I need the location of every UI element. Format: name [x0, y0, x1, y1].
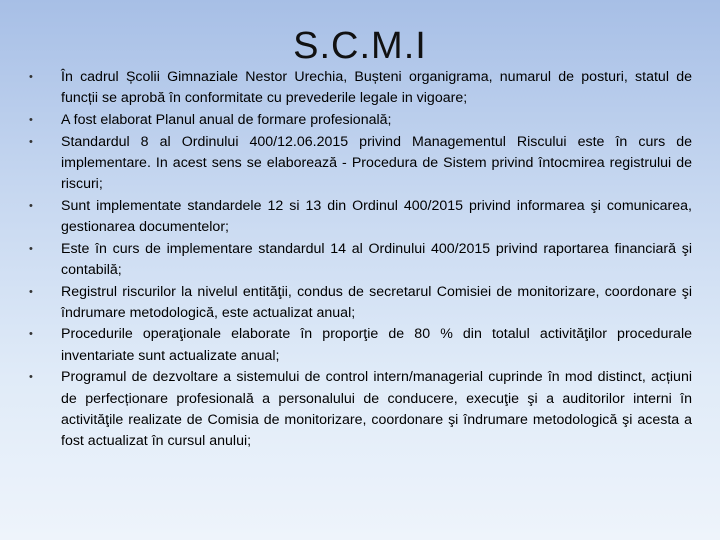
bullet-text: A fost elaborat Planul anual de formare profesională; [61, 111, 392, 128]
bullet-icon: • [29, 199, 33, 212]
list-item [20, 110, 692, 131]
bullet-icon: • [29, 371, 33, 384]
bullet-list [20, 67, 692, 453]
bullet-icon: • [29, 328, 33, 341]
bullet-icon: • [29, 113, 33, 126]
bullet-icon: • [29, 242, 33, 255]
list-item [20, 282, 692, 324]
list-item [20, 239, 692, 281]
list-item [20, 196, 692, 238]
bullet-icon: • [29, 135, 33, 148]
list-item [20, 324, 692, 366]
list-item [20, 67, 692, 109]
bullet-text: Registrul riscurilor la nivelul entităţii, condus de secretarul Comisiei de monitorizare, coordonare şi îndrumare metodologică, este actualizat anual; [61, 283, 692, 321]
bullet-icon: • [29, 285, 33, 298]
bullet-text: Procedurile operaţionale elaborate în proporţie de 80 % din totalul activităţilor procedurale inventariate sunt actualizate anual; [61, 326, 692, 364]
bullet-text: Este în curs de implementare standardul 14 al Ordinului 400/2015 privind raportarea financiară şi contabilă; [61, 240, 692, 278]
bullet-icon: • [29, 71, 33, 83]
bullet-text: Standardul 8 al Ordinului 400/12.06.2015 privind Managementul Riscului este în curs de implementare. In acest sens se elaborează - Procedura de Sistem privind întocmirea registrului de riscuri; [61, 133, 692, 193]
bullet-text: În cadrul Școlii Gimnaziale Nestor Urechia, Bușteni organigrama, numarul de posturi, statul de funcții se aprobă în conformitate cu prevederile legale in vigoare; [61, 69, 692, 107]
bullet-text: Programul de dezvoltare a sistemului de control intern/managerial cuprinde în mod distinct, acțiuni de perfecționare profesională a personalului de conducere, execuţie şi a auditorilor interni în activităţile realizate de Comisia de monitorizare, coordonare şi îndrumare metodologică şi acesta a fost actualizat în cursul anului; [61, 369, 692, 449]
list-item [20, 367, 692, 452]
bullet-text: Sunt implementate standardele 12 si 13 din Ordinul 400/2015 privind informarea şi comunicarea, gestionarea documentelor; [61, 197, 692, 235]
list-item [20, 132, 692, 196]
slide-title: S.C.M.I [293, 25, 427, 67]
